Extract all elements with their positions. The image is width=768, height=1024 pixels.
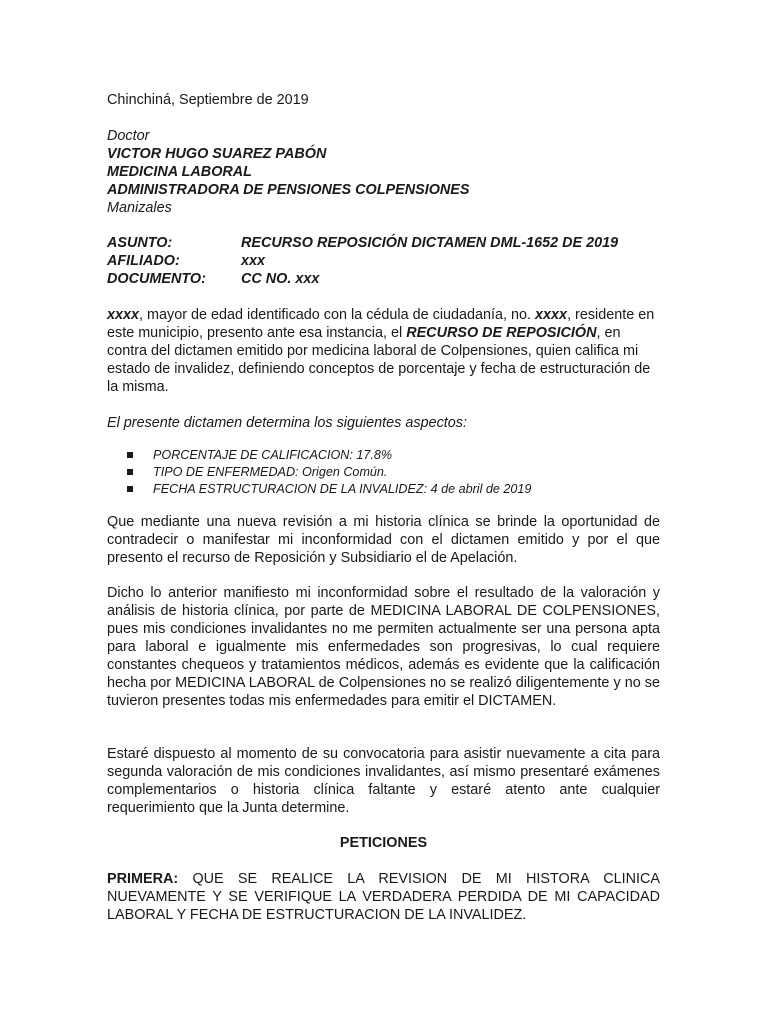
recipient-salutation: Doctor — [107, 128, 150, 144]
recipient-organization: ADMINISTRADORA DE PENSIONES COLPENSIONES — [107, 182, 470, 198]
documento-value: CC NO. xxx — [241, 271, 320, 287]
recipient-city: Manizales — [107, 200, 172, 216]
intro-text-1: , mayor de edad identificado con la cédula de ciudadanía, no. — [139, 307, 536, 323]
aspects-list — [107, 447, 660, 498]
primera-label: PRIMERA: — [107, 871, 179, 887]
aspect-text: PORCENTAJE DE CALIFICACION: 17.8% — [153, 448, 393, 462]
bullet-icon — [127, 486, 133, 492]
bullet-icon — [127, 469, 133, 475]
paragraph-1: Que mediante una nueva revisión a mi historia clínica se brinde la oportunidad de contradecir o manifestar mi inconformidad con el dictamen emitido y por el que presento el recurso de Reposición y Subsidiario el de Apelación. — [107, 514, 660, 566]
list-item — [107, 464, 660, 481]
intro-id: xxxx — [535, 307, 568, 323]
aspect-text: TIPO DE ENFERMEDAD: Origen Común. — [153, 465, 388, 479]
place-date: Chinchiná, Septiembre de 2019 — [107, 92, 309, 108]
recipient-department: MEDICINA LABORAL — [107, 164, 252, 180]
aspects-heading: El presente dictamen determina los siguientes aspectos: — [107, 415, 467, 431]
paragraph-3: Estaré dispuesto al momento de su convocatoria para asistir nuevamente a cita para segunda valoración de mis condiciones invalidantes, así mismo presentaré exámenes complementarios o historia clínica faltante y estaré atento ante cualquier requerimiento que la Junta determine. — [107, 746, 660, 816]
afiliado-row — [107, 252, 660, 270]
asunto-value: RECURSO REPOSICIÓN DICTAMEN DML-1652 DE 2019 — [241, 235, 619, 251]
recipient-block — [107, 127, 660, 217]
afiliado-value: xxx — [241, 253, 266, 269]
peticiones-heading: PETICIONES — [339, 835, 428, 851]
intro-name: xxxx — [107, 307, 140, 323]
documento-row — [107, 270, 660, 288]
asunto-row — [107, 234, 660, 252]
intro-text-2: , residente en este municipio, presento ante esa instancia, el — [107, 307, 655, 341]
asunto-label: ASUNTO: — [107, 235, 173, 251]
bullet-icon — [127, 452, 133, 458]
aspect-text: FECHA ESTRUCTURACION DE LA INVALIDEZ: 4 de abril de 2019 — [153, 482, 532, 496]
intro-text-3: , en contra del dictamen emitido por medicina laboral de Colpensiones, quien califica mi estado de invalidez, definiendo conceptos de porcentaje y fecha de estructuración de la misma. — [107, 325, 651, 395]
afiliado-label: AFILIADO: — [107, 253, 180, 269]
primera-text: QUE SE REALICE LA REVISION DE MI HISTORA CLINICA NUEVAMENTE Y SE VERIFIQUE LA VERDADERA PERDIDA DE MI CAPACIDAD LABORAL Y FECHA DE ESTRUCTURACION DE LA INVALIDEZ. — [107, 871, 660, 923]
reference-block — [107, 234, 660, 288]
documento-label: DOCUMENTO: — [107, 271, 206, 287]
list-item — [107, 481, 660, 498]
recipient-name: VICTOR HUGO SUAREZ PABÓN — [107, 146, 327, 162]
peticion-primera — [107, 870, 660, 924]
intro-recurso: RECURSO DE REPOSICIÓN — [406, 325, 597, 341]
paragraph-2: Dicho lo anterior manifiesto mi inconformidad sobre el resultado de la valoración y análisis de historia clínica, por parte de MEDICINA LABORAL DE COLPENSIONES, pues mis condiciones invalidantes no me permiten actualmente ser una persona apta para laboral e igualmente mis enfermedades son progresivas, lo cual requiere constantes chequeos y tratamientos médicos, además es evidente que la calificación hecha por MEDICINA LABORAL de Colpensiones no se realizó diligentemente y no se tuvieron presentes todas mis enfermedades para emitir el DICTAMEN. — [107, 585, 660, 709]
list-item — [107, 447, 660, 464]
intro-paragraph — [107, 306, 660, 396]
